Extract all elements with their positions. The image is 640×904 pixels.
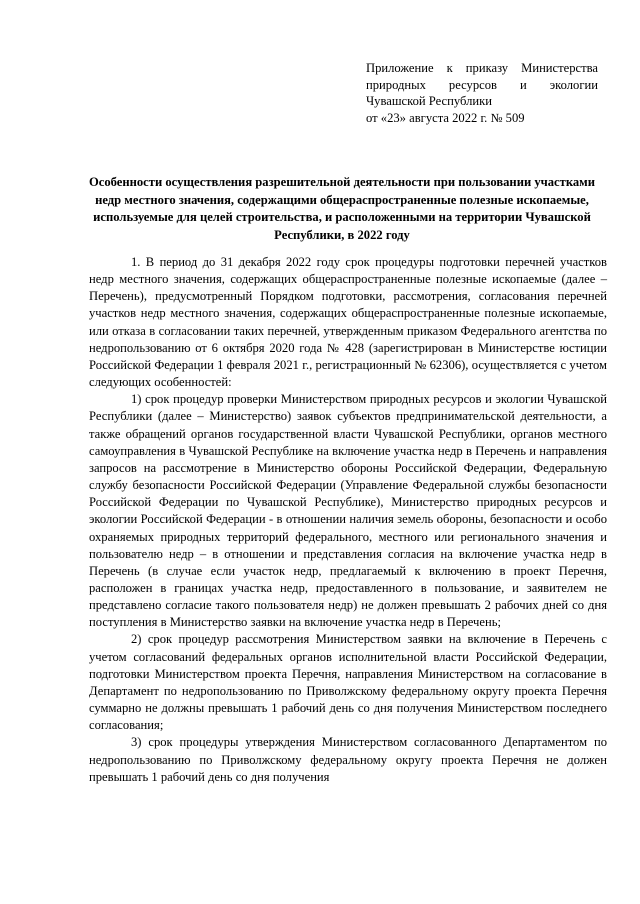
paragraph-item-2: 2) срок процедур рассмотрения Министерством заявки на включение в Перечень с учетом согласований федеральных органов исполнительной власти Российской Федерации, подготовки Министерством проекта Перечня, направления Министерством на согласование в Департамент по недропользованию по Приволжскому федеральному округу проекта Перечня суммарно не должны превышать 1 рабочий день со дня получения Министерством последнего согласования; bbox=[89, 632, 607, 733]
appendix-header bbox=[366, 60, 598, 126]
document-body bbox=[89, 254, 607, 786]
appendix-line-4: от «23» августа 2022 г. № 509 bbox=[366, 110, 525, 125]
document-title: Особенности осуществления разрешительной деятельности при пользовании участками недр местного значения, содержащими общераспространенные полезные ископаемые, используемые для целей строительства, и расположенными на территории Чувашской Республики, в 2022 году bbox=[88, 175, 596, 242]
appendix-line-2: природных ресурсов и экологии bbox=[366, 77, 598, 92]
paragraph-item-3: 3) срок процедуры утверждения Министерством согласованного Департаментом по недропользованию по Приволжскому федеральному округу проекта Перечня не должен превышать 1 рабочий день со дня получения bbox=[89, 735, 607, 784]
paragraph-item-1: 1) срок процедур проверки Министерством природных ресурсов и экологии Чувашской Республики (далее – Министерство) заявок субъектов предпринимательской деятельности, а также обращений органов государственной власти Чувашской Республики, органов местного самоуправления в Чувашской Республике на включение участка недр в Перечень и направления запросов на рассмотрение в Министерство обороны Российской Федерации, Федеральную службу безопасности Российской Федерации (Управление Федеральной службы безопасности Российской Федерации по Чувашской Республике), Министерство природных ресурсов и экологии Российской Федерации - в отношении наличия земель обороны, безопасности и особо охраняемых природных территорий федерального, местного или регионального значения и пользователю недр – в отношении и представления согласия на включение участка недр в Перечень (в случае если участок недр, предлагаемый к включению в проект Перечня, расположен в границах участка недр, предоставленного в пользование, и заявителем не представлено согласие такого пользователя недр) не должен превышать 2 рабочих дней со дня поступления в Министерство заявки на включение участка недр в Перечень; bbox=[89, 392, 607, 630]
appendix-line-3: Чувашской Республики bbox=[366, 94, 492, 109]
appendix-line-1: Приложение к приказу Министерства bbox=[366, 61, 598, 75]
paragraph-1: 1. В период до 31 декабря 2022 году срок процедуры подготовки перечней участков недр местного значения, содержащих общераспространенные полезные ископаемые (далее – Перечень), предусмотренный Порядком подготовки, рассмотрения, согласования перечней участков недр местного значения, содержащих общераспространенные полезные ископаемые, или отказа в согласовании таких перечней, утвержденным приказом Федерального агентства по недропользованию от 6 октября 2020 года № 428 (зарегистрирован в Министерстве юстиции Российской Федерации 1 февраля 2021 г., регистрационный № 62306), осуществляется с учетом следующих особенностей: bbox=[89, 255, 607, 390]
